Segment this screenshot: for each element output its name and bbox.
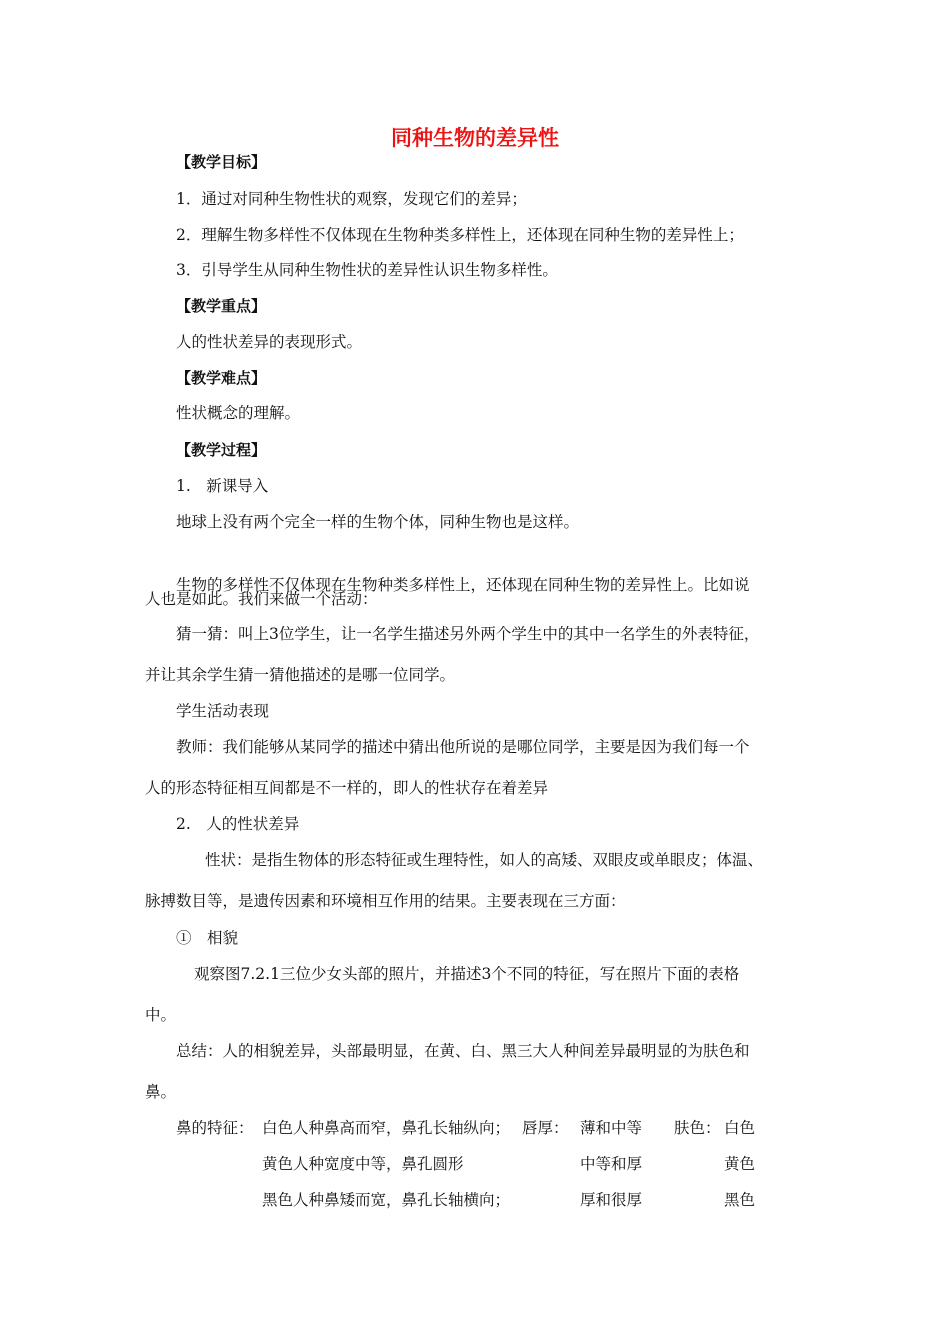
paragraph: 教师：我们能够从某同学的描述中猜出他所说的是哪位同学，主要是因为我们每一个 (176, 738, 750, 756)
lip-label: 唇厚： (522, 1119, 569, 1137)
key-text: 人的性状差异的表现形式。 (176, 333, 363, 351)
goal-item-3: 3．引导学生从同种生物性状的差异性认识生物多样性。 (176, 261, 558, 279)
document-title: 同种生物的差异性 (391, 126, 559, 150)
paragraph-continuation: 人也是如此。我们来做一个活动： (145, 590, 378, 608)
goals-heading: 【教学目标】 (176, 153, 267, 171)
skin-trait-white: 白色 (724, 1119, 756, 1137)
sub-heading-appearance: ① 相貌 (176, 929, 239, 947)
process-heading: 【教学过程】 (176, 441, 267, 459)
nose-trait-white: 白色人种鼻高而窄，鼻孔长轴纵向； (262, 1119, 511, 1137)
step-1-heading: 1. 新课导入 (176, 477, 269, 495)
nose-label: 鼻的特征： (176, 1119, 254, 1137)
skin-trait-yellow: 黄色 (724, 1155, 756, 1173)
step-2-heading: 2. 人的性状差异 (176, 815, 300, 833)
goal-item-1: 1．通过对同种生物性状的观察，发现它们的差异； (176, 190, 527, 208)
paragraph: 性状：是指生物体的形态特征或生理特性，如人的高矮、双眼皮或单眼皮；体温、 (205, 851, 764, 869)
skin-label: 肤色： (674, 1119, 721, 1137)
paragraph: 观察图7.2.1三位少女头部的照片，并描述3个不同的特征，写在照片下面的表格 (194, 965, 740, 983)
paragraph: 生物的多样性不仅体现在生物种类多样性上，还体现在同种生物的差异性上。比如说 (176, 576, 750, 594)
skin-trait-black: 黑色 (724, 1191, 756, 1209)
nose-trait-black: 黑色人种鼻矮而宽，鼻孔长轴横向； (262, 1191, 511, 1209)
lip-trait-black: 厚和很厚 (580, 1191, 643, 1209)
paragraph: 总结：人的相貌差异，头部最明显，在黄、白、黑三大人种间差异最明显的为肤色和 (176, 1042, 750, 1060)
paragraph: 地球上没有两个完全一样的生物个体，同种生物也是这样。 (176, 513, 580, 531)
paragraph: 学生活动表现 (176, 702, 270, 720)
nose-trait-yellow: 黄色人种宽度中等，鼻孔圆形 (262, 1155, 464, 1173)
key-heading: 【教学重点】 (176, 297, 267, 315)
lip-trait-yellow: 中等和厚 (580, 1155, 643, 1173)
difficulty-text: 性状概念的理解。 (176, 404, 301, 422)
paragraph-continuation: 并让其余学生猜一猜他描述的是哪一位同学。 (145, 666, 456, 684)
paragraph-continuation: 人的形态特征相互间都是不一样的，即人的性状存在着差异 (145, 779, 549, 797)
difficulty-heading: 【教学难点】 (176, 369, 267, 387)
lip-trait-white: 薄和中等 (580, 1119, 643, 1137)
paragraph-continuation: 鼻。 (145, 1083, 177, 1101)
paragraph-continuation: 中。 (145, 1006, 177, 1024)
goal-item-2: 2．理解生物多样性不仅体现在生物种类多样性上，还体现在同种生物的差异性上； (176, 226, 744, 244)
paragraph: 猜一猜：叫上3位学生，让一名学生描述另外两个学生中的其中一名学生的外表特征， (176, 625, 760, 643)
paragraph-continuation: 脉搏数目等，是遗传因素和环境相互作用的结果。主要表现在三方面： (145, 892, 626, 910)
